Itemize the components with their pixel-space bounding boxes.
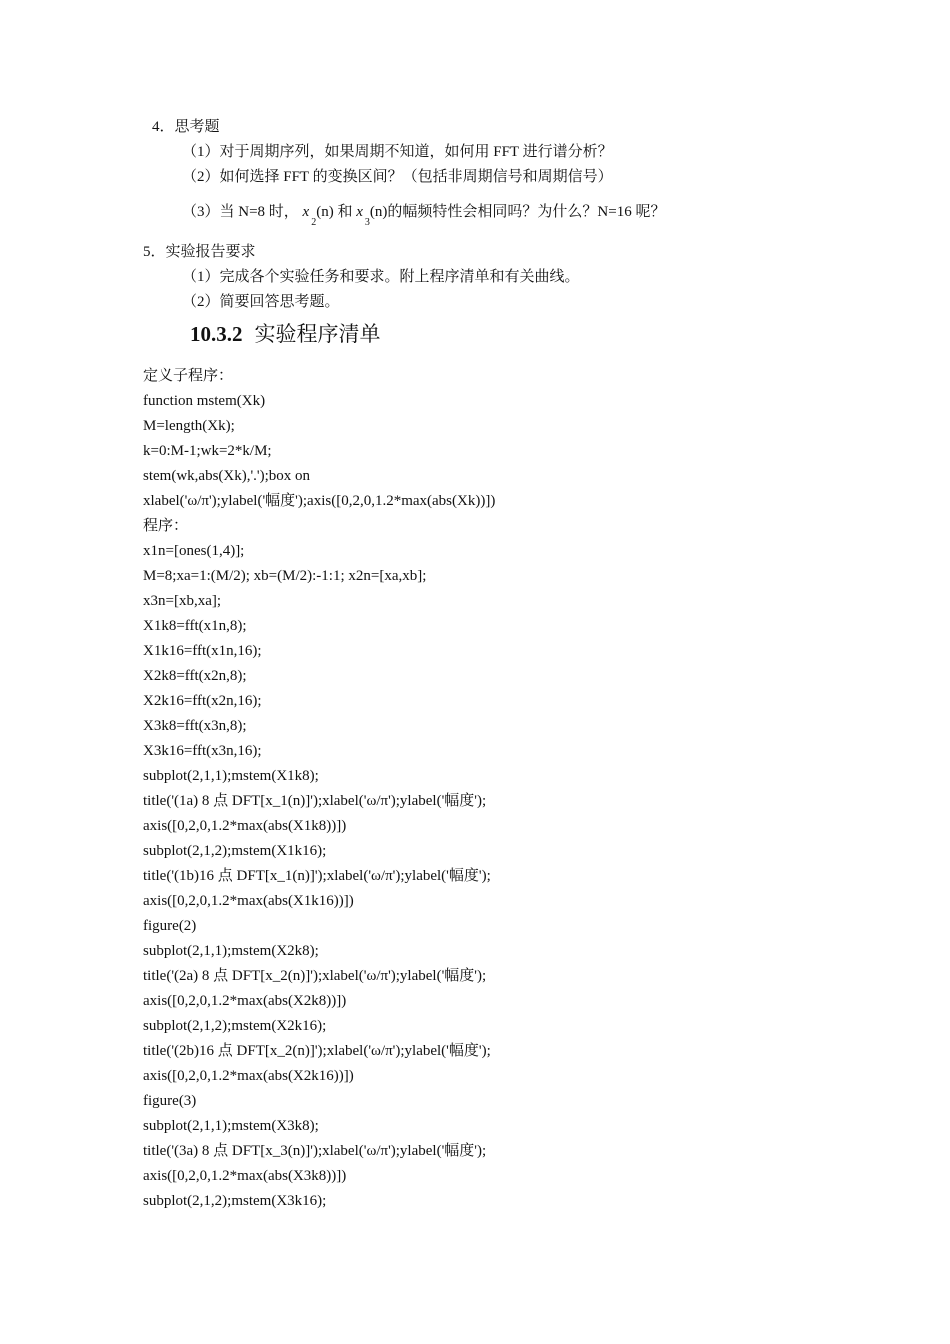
question-1: （1）对于周期序列，如果周期不知道，如何用 FFT 进行谱分析？ [182,144,613,160]
code-line: X3k8=fft(x3n,8); [143,718,247,734]
question-3-prefix: （3）当 N=8 时， [182,204,299,220]
code-line: x3n=[xb,xa]; [143,593,222,609]
code-line: subplot(2,1,2);mstem(X3k16); [143,1193,327,1209]
code-line: axis([0,2,0,1.2*max(abs(X1k16))]) [143,893,354,909]
code-line: X3k16=fft(x3n,16); [143,743,262,759]
code-line: subplot(2,1,1);mstem(X1k8); [143,768,319,784]
code-line: 程序： [143,518,189,534]
code-line: X2k8=fft(x2n,8); [143,668,247,684]
report-item-2: （2）简要回答思考题。 [182,294,340,310]
code-line: M=8;xa=1:(M/2); xb=(M/2):-1:1; x2n=[xa,xb]; [143,568,427,584]
math-x3: $x_3(n)$ [356,204,388,228]
code-line: subplot(2,1,2);mstem(X2k16); [143,1018,327,1034]
report-item-1: （1）完成各个实验任务和要求。附上程序清单和有关曲线。 [182,269,580,285]
code-line: X2k16=fft(x2n,16); [143,693,262,709]
code-line: 定义子程序： [143,368,234,384]
code-line: X1k16=fft(x1n,16); [143,643,262,659]
section-heading [190,324,381,345]
question-3-and: 和 [333,204,357,220]
code-line: axis([0,2,0,1.2*max(abs(X2k16))]) [143,1068,354,1084]
code-line: function mstem(Xk) [143,393,266,409]
code-line: xlabel('ω/π');ylabel('幅度');axis([0,2,0,1.2*max(abs(Xk))]) [143,493,496,509]
question-3-suffix: 的幅频特性会相同吗？为什么？N=16 呢？ [387,204,666,220]
code-line: k=0:M-1;wk=2*k/M; [143,443,272,459]
code-line: subplot(2,1,1);mstem(X3k8); [143,1118,319,1134]
code-line: title('(2a) 8 点 DFT[x_2(n)]');xlabel('ω/π');ylabel('幅度'); [143,968,487,984]
code-line: axis([0,2,0,1.2*max(abs(X3k8))]) [143,1168,347,1184]
code-line: subplot(2,1,2);mstem(X1k16); [143,843,327,859]
code-line: X1k8=fft(x1n,8); [143,618,247,634]
code-line: axis([0,2,0,1.2*max(abs(X2k8))]) [143,993,347,1009]
code-line: title('(1b)16 点 DFT[x_1(n)]');xlabel('ω/π');ylabel('幅度'); [143,868,491,884]
code-line: title('(1a) 8 点 DFT[x_1(n)]');xlabel('ω/π');ylabel('幅度'); [143,793,487,809]
questions-heading: 4．思考题 [152,119,220,135]
question-2: （2）如何选择 FFT 的变换区间？（包括非周期信号和周期信号） [182,169,613,185]
code-line: title('(3a) 8 点 DFT[x_3(n)]');xlabel('ω/π');ylabel('幅度'); [143,1143,487,1159]
code-line: subplot(2,1,1);mstem(X2k8); [143,943,319,959]
code-line: M=length(Xk); [143,418,235,434]
code-line: axis([0,2,0,1.2*max(abs(X1k8))]) [143,818,347,834]
math-x2: $x_2(n)$ [302,204,334,228]
section-title: 实验程序清单 [254,322,381,346]
code-line: title('(2b)16 点 DFT[x_2(n)]');xlabel('ω/π');ylabel('幅度'); [143,1043,491,1059]
question-3 [182,204,666,228]
code-line: x1n=[ones(1,4)]; [143,543,245,559]
section-number: 10.3.2 [190,322,243,346]
code-line: figure(3) [143,1093,197,1109]
report-heading: 5．实验报告要求 [143,244,256,260]
code-line: figure(2) [143,918,197,934]
code-line: stem(wk,abs(Xk),'.');box on [143,468,311,484]
